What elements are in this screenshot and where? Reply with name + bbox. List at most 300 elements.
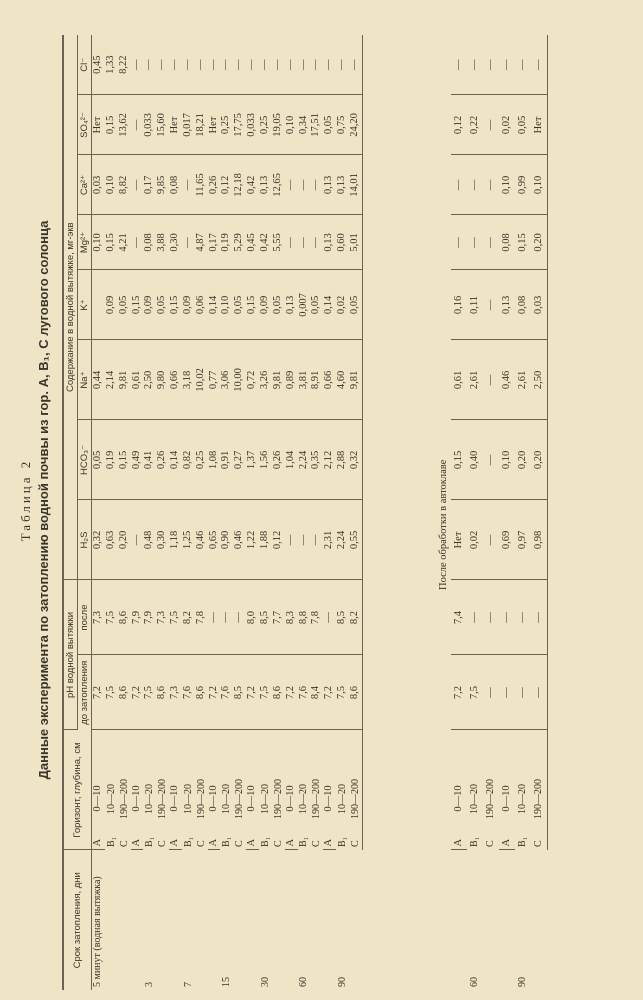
cell-hco3: 0,20 (531, 420, 548, 500)
cell-hco3: 0,05 (92, 420, 105, 500)
horizon-letter: C (311, 840, 323, 847)
cell-k: 0,007 (298, 270, 311, 340)
cell-ph-before: 8,6 (195, 655, 208, 730)
horizon-depth: 190—200 (311, 779, 323, 819)
cell-k: 0,14 (323, 270, 336, 340)
horizon-letter: B₁ (144, 836, 156, 847)
section-label: После обработки в автоклаве (437, 459, 449, 590)
horizon-depth: 190—200 (349, 779, 361, 819)
cell-h2s: 0,69 (499, 500, 515, 580)
cell-mg: 5,01 (349, 215, 362, 270)
cell-na: 3,81 (298, 340, 311, 420)
cell-so4: 0,10 (285, 95, 298, 155)
horizon-letter: B₁ (259, 836, 271, 847)
cell-mg: 0,42 (259, 215, 272, 270)
cell-ph-after: 7,5 (169, 580, 182, 655)
table-row (169, 35, 182, 990)
table-header (63, 35, 92, 990)
cell-ph-before: 7,5 (336, 655, 349, 730)
horizon-letter: C (234, 840, 246, 847)
cell-ca: 0,13 (336, 155, 349, 215)
cell-srok: 7 (182, 982, 194, 987)
table-row (531, 35, 548, 990)
cell-hco3: 0,32 (349, 420, 362, 500)
cell-k: 0,05 (310, 270, 323, 340)
cell-horizon (131, 730, 144, 850)
cell-h2s: — (298, 500, 311, 580)
cell-ph-before: 7,6 (182, 655, 195, 730)
cell-so4: 0,22 (467, 95, 483, 155)
cell-ca: 0,42 (246, 155, 259, 215)
cell-so4: 0,05 (515, 95, 531, 155)
cell-ca: 0,17 (143, 155, 156, 215)
table-row (349, 35, 362, 990)
cell-na: 0,44 (92, 340, 105, 420)
cell-h2s: — (483, 500, 499, 580)
header-na: Na⁺ (78, 340, 92, 420)
cell-mg: — (298, 215, 311, 270)
cell-ph-after: 7,5 (105, 580, 118, 655)
cell-hco3: 1,08 (208, 420, 221, 500)
cell-mg: — (483, 215, 499, 270)
cell-na: — (483, 340, 499, 420)
cell-mg: 4,21 (118, 215, 131, 270)
cell-ca: — (298, 155, 311, 215)
cell-horizon (156, 730, 169, 850)
cell-k: 0,05 (349, 270, 362, 340)
horizon-letter: B₁ (298, 836, 310, 847)
cell-k: 0,09 (143, 270, 156, 340)
header-so4: SO₄²⁻ (78, 95, 92, 155)
cell-so4: 18,21 (195, 95, 208, 155)
cell-cl: — (336, 35, 349, 95)
cell-h2s: 1,88 (259, 500, 272, 580)
cell-na: 0,61 (131, 340, 144, 420)
cell-so4: 0,25 (220, 95, 233, 155)
horizon-depth: 10—20 (259, 784, 271, 814)
horizon-depth: 0—10 (452, 785, 464, 812)
cell-hco3: 0,20 (515, 420, 531, 500)
cell-h2s: 0,12 (272, 500, 285, 580)
table-number: Таблица 2 (18, 458, 33, 542)
cell-h2s: 1,22 (246, 500, 259, 580)
cell-na: 3,18 (182, 340, 195, 420)
cell-cl: 8,22 (118, 35, 131, 95)
cell-ph-after: 7,8 (310, 580, 323, 655)
cell-mg: 5,55 (272, 215, 285, 270)
cell-so4: 0,017 (182, 95, 195, 155)
cell-hco3: 1,56 (259, 420, 272, 500)
cell-cl: — (131, 35, 144, 95)
cell-k (92, 270, 105, 340)
cell-mg: — (285, 215, 298, 270)
cell-horizon (515, 730, 531, 850)
horizon-depth: 10—20 (144, 784, 156, 814)
cell-ca: 14,01 (349, 155, 362, 215)
cell-mg: 0,15 (105, 215, 118, 270)
cell-hco3: 0,26 (272, 420, 285, 500)
cell-horizon (259, 730, 272, 850)
table-row (499, 35, 515, 990)
cell-ph-before: 7,2 (131, 655, 144, 730)
horizon-letter: B₁ (336, 836, 348, 847)
table-row (272, 35, 285, 990)
cell-cl: — (323, 35, 336, 95)
table-row (336, 35, 349, 990)
cell-k: 0,03 (531, 270, 548, 340)
table-row (285, 35, 298, 990)
cell-ph-after: 8,0 (246, 580, 259, 655)
cell-k: 0,14 (208, 270, 221, 340)
cell-hco3: — (483, 420, 499, 500)
cell-h2s: — (310, 500, 323, 580)
cell-so4: 17,75 (233, 95, 246, 155)
cell-h2s: 1,18 (169, 500, 182, 580)
cell-srok: 30 (259, 977, 271, 987)
table-row (182, 35, 195, 990)
cell-hco3: 0,10 (499, 420, 515, 500)
cell-hco3: 0,15 (451, 420, 467, 500)
cell-ph-after: — (515, 580, 531, 655)
cell-horizon (531, 730, 548, 850)
cell-cl: — (285, 35, 298, 95)
cell-k: 0,16 (451, 270, 467, 340)
cell-ca: — (483, 155, 499, 215)
cell-na: 3,06 (220, 340, 233, 420)
cell-h2s: 0,48 (143, 500, 156, 580)
cell-hco3: 2,24 (298, 420, 311, 500)
cell-k: 0,05 (118, 270, 131, 340)
cell-mg: 0,13 (323, 215, 336, 270)
cell-mg: 0,45 (246, 215, 259, 270)
cell-ph-after: — (220, 580, 233, 655)
cell-so4: 0,02 (499, 95, 515, 155)
cell-k: 0,13 (499, 270, 515, 340)
cell-hco3: 0,25 (195, 420, 208, 500)
header-ph-before: до затопления (78, 655, 92, 730)
cell-ph-after: — (323, 580, 336, 655)
cell-horizon (499, 730, 515, 850)
cell-k: 0,08 (515, 270, 531, 340)
cell-so4: 17,51 (310, 95, 323, 155)
cell-na: 8,91 (310, 340, 323, 420)
horizon-letter: B₁ (468, 836, 480, 847)
cell-ph-before: 8,6 (156, 655, 169, 730)
cell-so4: 0,033 (246, 95, 259, 155)
cell-mg: 0,30 (169, 215, 182, 270)
cell-cl: — (467, 35, 483, 95)
cell-na: 0,66 (169, 340, 182, 420)
cell-horizon (467, 730, 483, 850)
header-hco3: HCO₃⁻ (78, 420, 92, 500)
cell-k: 0,15 (131, 270, 144, 340)
horizon-depth: 0—10 (207, 785, 219, 812)
cell-ph-after: 8,8 (298, 580, 311, 655)
horizon-depth: 190—200 (157, 779, 169, 819)
cell-ph-after: 8,3 (285, 580, 298, 655)
cell-so4: 15,60 (156, 95, 169, 155)
horizon-letter: B₁ (105, 836, 117, 847)
cell-so4: Нет (169, 95, 182, 155)
cell-mg: — (131, 215, 144, 270)
cell-h2s: 0,63 (105, 500, 118, 580)
cell-na: 2,14 (105, 340, 118, 420)
cell-cl: — (246, 35, 259, 95)
cell-ph-after: — (208, 580, 221, 655)
cell-ph-after: 8,5 (259, 580, 272, 655)
horizon-letter: A (92, 838, 103, 847)
header-k: K⁺ (78, 270, 92, 340)
cell-ph-after: 7,8 (195, 580, 208, 655)
cell-mg: 0,17 (208, 215, 221, 270)
cell-so4: 0,25 (259, 95, 272, 155)
cell-hco3: 0,41 (143, 420, 156, 500)
cell-mg: — (451, 215, 467, 270)
cell-hco3: 0,40 (467, 420, 483, 500)
horizon-depth: 0—10 (284, 785, 296, 812)
cell-horizon (233, 730, 246, 850)
horizon-depth: 190—200 (118, 779, 130, 819)
cell-h2s: — (131, 500, 144, 580)
horizon-depth: 10—20 (516, 784, 528, 814)
cell-h2s: 0,30 (156, 500, 169, 580)
cell-ca: 0,12 (220, 155, 233, 215)
cell-ph-after: — (531, 580, 548, 655)
cell-h2s: Нет (451, 500, 467, 580)
horizon-letter: A (500, 838, 512, 847)
cell-cl: 1,33 (105, 35, 118, 95)
table-row (323, 35, 336, 990)
horizon-depth: 0—10 (500, 785, 512, 812)
horizon-depth: 10—20 (336, 784, 348, 814)
cell-so4: 24,20 (349, 95, 362, 155)
cell-so4: 13,62 (118, 95, 131, 155)
cell-srok: 90 (516, 977, 528, 987)
cell-ph-after: 7,9 (143, 580, 156, 655)
table-row (92, 35, 105, 990)
horizon-depth: 10—20 (468, 784, 480, 814)
table-row (105, 35, 118, 990)
cell-ca: — (131, 155, 144, 215)
cell-ph-before: 7,5 (259, 655, 272, 730)
cell-h2s: 0,97 (515, 500, 531, 580)
cell-hco3: 0,91 (220, 420, 233, 500)
cell-cl: — (499, 35, 515, 95)
cell-ca: 0,10 (499, 155, 515, 215)
cell-na: 9,80 (156, 340, 169, 420)
cell-hco3: 0,82 (182, 420, 195, 500)
cell-h2s: 1,25 (182, 500, 195, 580)
header-cl: Cl⁻ (78, 35, 92, 95)
horizon-depth: 190—200 (195, 779, 207, 819)
horizon-letter: C (532, 840, 544, 847)
cell-ph-before: 7,5 (105, 655, 118, 730)
cell-ca: — (467, 155, 483, 215)
cell-mg: 0,20 (531, 215, 548, 270)
cell-horizon (451, 730, 467, 850)
cell-ph-after: 8,2 (182, 580, 195, 655)
cell-ca: 0,03 (92, 155, 105, 215)
cell-na: 10,02 (195, 340, 208, 420)
cell-na: 0,46 (499, 340, 515, 420)
cell-ph-before: 7,2 (451, 655, 467, 730)
cell-hco3: 0,27 (233, 420, 246, 500)
cell-horizon (246, 730, 259, 850)
table-row (310, 35, 323, 990)
cell-so4: 0,05 (323, 95, 336, 155)
cell-ph-before: — (531, 655, 548, 730)
cell-cl: — (310, 35, 323, 95)
cell-k: 0,09 (259, 270, 272, 340)
cell-h2s: 0,02 (467, 500, 483, 580)
cell-mg: 0,08 (143, 215, 156, 270)
cell-ph-after: — (467, 580, 483, 655)
horizon-letter: C (484, 840, 496, 847)
cell-h2s: 0,32 (92, 500, 105, 580)
cell-so4: 0,34 (298, 95, 311, 155)
horizon-letter: A (207, 838, 219, 847)
cell-na: 2,61 (467, 340, 483, 420)
cell-ph-after: 7,3 (156, 580, 169, 655)
cell-cl: — (451, 35, 467, 95)
cell-hco3: 0,35 (310, 420, 323, 500)
cell-k: 0,02 (336, 270, 349, 340)
cell-ca: 0,13 (259, 155, 272, 215)
cell-srok: 90 (337, 977, 349, 987)
cell-ph-after: 7,4 (451, 580, 467, 655)
cell-horizon (272, 730, 285, 850)
cell-ph-after: 7,7 (272, 580, 285, 655)
cell-mg: 0,60 (336, 215, 349, 270)
cell-na: 10,00 (233, 340, 246, 420)
table-row (483, 35, 499, 990)
cell-ph-before: 7,5 (467, 655, 483, 730)
cell-k: 0,06 (195, 270, 208, 340)
cell-srok: 60 (298, 977, 310, 987)
cell-ph-after: 8,5 (336, 580, 349, 655)
cell-cl: — (220, 35, 233, 95)
cell-k: 0,05 (233, 270, 246, 340)
cell-cl: — (195, 35, 208, 95)
cell-na: 3,26 (259, 340, 272, 420)
cell-ph-before: 8,6 (118, 655, 131, 730)
cell-horizon (298, 730, 311, 850)
cell-ph-before: 7,2 (246, 655, 259, 730)
cell-hco3: 2,12 (323, 420, 336, 500)
cell-mg: 0,08 (499, 215, 515, 270)
cell-k: — (483, 270, 499, 340)
cell-ph-after: — (483, 580, 499, 655)
cell-horizon (105, 730, 118, 850)
horizon-depth: 10—20 (298, 784, 310, 814)
cell-na: 0,89 (285, 340, 298, 420)
cell-ph-before: 8,6 (272, 655, 285, 730)
table-row (467, 35, 483, 990)
data-table (62, 35, 548, 990)
cell-hco3: 1,37 (246, 420, 259, 500)
horizon-depth: 10—20 (105, 784, 117, 814)
cell-hco3: 1,04 (285, 420, 298, 500)
table-row (131, 35, 144, 990)
cell-k: 0,05 (156, 270, 169, 340)
section-row (362, 35, 451, 990)
cell-so4: Нет (92, 95, 105, 155)
cell-h2s: 2,31 (323, 500, 336, 580)
header-content-group: Содержание в водной вытяжке, мг-экв (63, 35, 78, 580)
cell-so4: 0,033 (143, 95, 156, 155)
cell-mg: — (182, 215, 195, 270)
cell-horizon (310, 730, 323, 850)
cell-cl: — (182, 35, 195, 95)
cell-ca: 0,10 (531, 155, 548, 215)
cell-ph-before: — (483, 655, 499, 730)
table-row (195, 35, 208, 990)
cell-horizon (182, 730, 195, 850)
header-horizon: Горизонт, глубина, см (63, 730, 92, 850)
cell-mg: — (310, 215, 323, 270)
cell-ph-before: 8,6 (349, 655, 362, 730)
cell-ph-before: 7,2 (208, 655, 221, 730)
table-body (92, 35, 548, 990)
cell-na: 9,81 (349, 340, 362, 420)
horizon-depth: 0—10 (130, 785, 142, 812)
cell-na: 9,81 (272, 340, 285, 420)
cell-ca: — (310, 155, 323, 215)
cell-cl: — (298, 35, 311, 95)
cell-k: 0,15 (246, 270, 259, 340)
cell-horizon (169, 730, 182, 850)
cell-ca: 12,18 (233, 155, 246, 215)
cell-ca: 0,13 (323, 155, 336, 215)
header-srok: Срок затопления, дни (63, 850, 92, 990)
cell-k: 0,05 (272, 270, 285, 340)
cell-cl: — (483, 35, 499, 95)
table-row (118, 35, 131, 990)
cell-so4: — (483, 95, 499, 155)
cell-na: 0,77 (208, 340, 221, 420)
cell-ph-before: 8,5 (233, 655, 246, 730)
cell-ph-before: 7,6 (298, 655, 311, 730)
horizon-depth: 0—10 (323, 785, 335, 812)
cell-ca: 0,10 (105, 155, 118, 215)
cell-horizon (336, 730, 349, 850)
cell-mg: 3,88 (156, 215, 169, 270)
horizon-depth: 10—20 (221, 784, 233, 814)
header-h2s: H₂S (78, 500, 92, 580)
cell-h2s: 2,24 (336, 500, 349, 580)
cell-ph-after: — (233, 580, 246, 655)
cell-h2s: 0,46 (233, 500, 246, 580)
cell-ca: — (285, 155, 298, 215)
cell-ca: 11,65 (195, 155, 208, 215)
cell-so4: Нет (531, 95, 548, 155)
cell-mg: 5,29 (233, 215, 246, 270)
cell-ca: 12,65 (272, 155, 285, 215)
header-ph-group: pH водной вытяжки (63, 580, 78, 730)
cell-cl: — (259, 35, 272, 95)
cell-na: 4,60 (336, 340, 349, 420)
cell-h2s: 0,98 (531, 500, 548, 580)
table-row (233, 35, 246, 990)
cell-horizon (349, 730, 362, 850)
table-row (451, 35, 467, 990)
horizon-depth: 0—10 (92, 785, 103, 812)
cell-ca: 0,99 (515, 155, 531, 215)
cell-k: 0,15 (169, 270, 182, 340)
cell-na: 2,50 (143, 340, 156, 420)
table-row (246, 35, 259, 990)
cell-ca: — (451, 155, 467, 215)
